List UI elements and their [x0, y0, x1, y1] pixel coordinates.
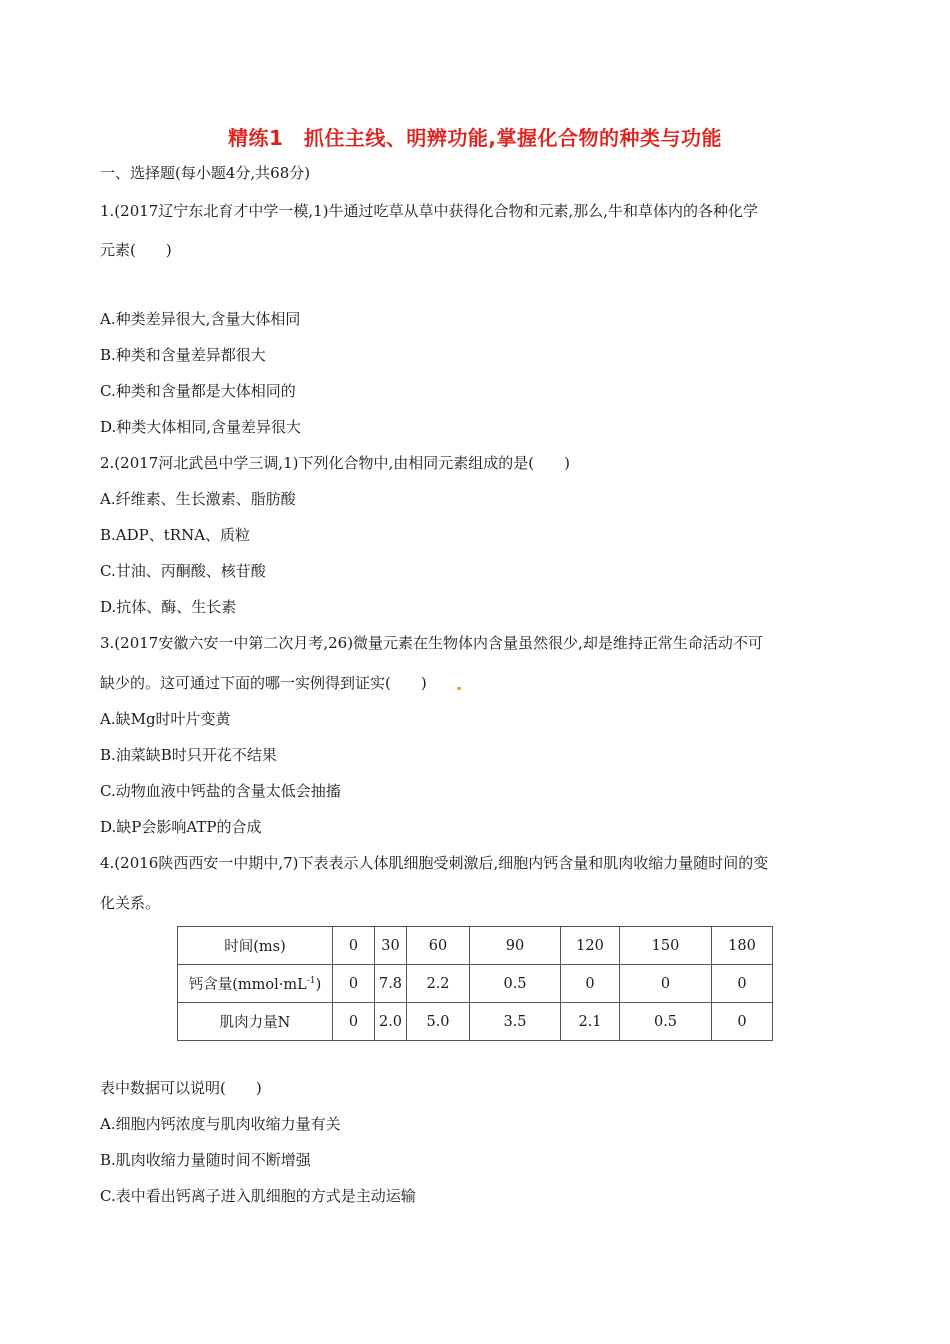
table-cell: 3.5 [470, 1003, 561, 1041]
question-4-option-b: B.肌肉收缩力量随时间不断增强 [100, 1151, 311, 1169]
table-row-force [178, 1003, 773, 1041]
question-3-stem-line-1: 3.(2017安徽六安一中第二次月考,26)微量元素在生物体内含量虽然很少,却是维持正常生命活动不可 [100, 634, 763, 652]
table-cell: 0 [333, 1003, 375, 1041]
table-row-label: 钙含量$(mmol\cdot mL^{-1})$ [178, 965, 333, 1003]
question-2-option-a: A.纤维素、生长激素、脂肪酸 [100, 490, 296, 508]
question-4-option-c: C.表中看出钙离子进入肌细胞的方式是主动运输 [100, 1187, 416, 1205]
question-3-option-d: D.缺P会影响ATP的合成 [100, 818, 262, 836]
question-3-option-a: A.缺Mg时叶片变黄 [100, 710, 231, 728]
table-row-calcium [178, 965, 773, 1003]
question-1-option-c: C.种类和含量都是大体相同的 [100, 382, 296, 400]
table-cell: 60 [407, 927, 470, 965]
table-cell: 7.8 [375, 965, 407, 1003]
question-2-option-d: D.抗体、酶、生长素 [100, 598, 237, 616]
table-cell: 150 [620, 927, 712, 965]
question-2-option-b: B.ADP、tRNA、质粒 [100, 526, 251, 544]
question-1-option-b: B.种类和含量差异都很大 [100, 346, 266, 364]
question-1-option-a: A.种类差异很大,含量大体相同 [100, 310, 301, 328]
table-cell: 0.5 [470, 965, 561, 1003]
question-3-option-b: B.油菜缺B时只开花不结果 [100, 746, 277, 764]
question-2-option-c: C.甘油、丙酮酸、核苷酸 [100, 562, 266, 580]
table-cell: 30 [375, 927, 407, 965]
table-cell: 2.2 [407, 965, 470, 1003]
question-4-stem-line-1: 4.(2016陕西西安一中期中,7)下表表示人体肌细胞受刺激后,细胞内钙含量和肌肉收缩力量随时间的变 [100, 854, 769, 872]
table-cell: 0 [333, 965, 375, 1003]
table-cell: 0 [333, 927, 375, 965]
table-cell: 5.0 [407, 1003, 470, 1041]
table-cell: 2.0 [375, 1003, 407, 1041]
question-4-stem-line-2: 化关系。 [100, 894, 161, 912]
table-row-label: 肌肉力量N [178, 1003, 333, 1041]
table-cell: 180 [712, 927, 773, 965]
question-1-stem-line-2: 元素( ) [100, 241, 172, 259]
table-cell: 90 [470, 927, 561, 965]
table-cell: 0 [712, 965, 773, 1003]
page-title: 精练1 抓住主线、明辨功能,掌握化合物的种类与功能 [227, 126, 722, 150]
table-cell: 120 [561, 927, 620, 965]
table-row-time [178, 927, 773, 965]
question-3-stem-line-2: 缺少的。这可通过下面的哪一实例得到证实( ) [100, 674, 427, 692]
table-cell: 0.5 [620, 1003, 712, 1041]
table-cell: 2.1 [561, 1003, 620, 1041]
question-3-option-c: C.动物血液中钙盐的含量太低会抽搐 [100, 782, 341, 800]
question-4-after-table: 表中数据可以说明( ) [100, 1079, 262, 1097]
table-cell: 0 [712, 1003, 773, 1041]
question-4-option-a: A.细胞内钙浓度与肌肉收缩力量有关 [100, 1115, 341, 1133]
section-heading: 一、选择题(每小题4分,共68分) [100, 164, 311, 182]
table-row-label: 时间(ms) [178, 927, 333, 965]
question-2-stem: 2.(2017河北武邑中学三调,1)下列化合物中,由相同元素组成的是( ) [100, 454, 570, 472]
table-cell: 0 [620, 965, 712, 1003]
data-table [177, 926, 773, 1041]
question-1-option-d: D.种类大体相同,含量差异很大 [100, 418, 302, 436]
question-1-stem-line-1: 1.(2017辽宁东北育才中学一模,1)牛通过吃草从草中获得化合物和元素,那么,牛和草体内的各种化学 [100, 202, 759, 220]
highlight-mark [457, 687, 461, 690]
table-cell: 0 [561, 965, 620, 1003]
